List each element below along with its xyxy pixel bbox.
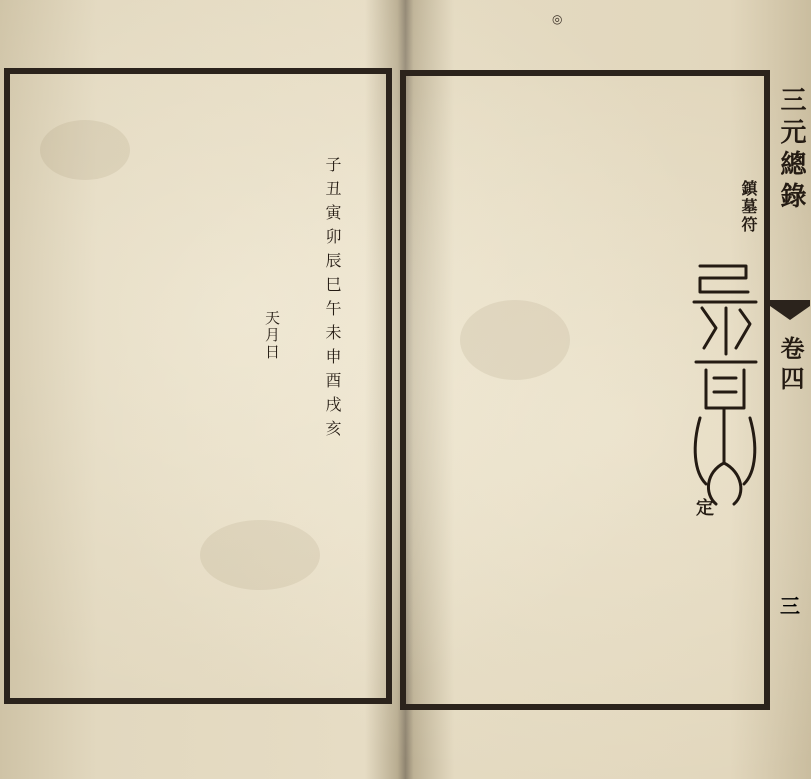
left-page	[0, 0, 400, 779]
folio-number: 三	[780, 594, 800, 618]
title-strip	[768, 70, 811, 702]
right-page	[400, 0, 811, 779]
right-text-columns	[412, 164, 682, 764]
right-text-panel	[400, 70, 770, 710]
talisman-title: 鎮墓符	[739, 180, 758, 234]
book-title: 三元總錄	[776, 86, 806, 214]
volume-label: 卷四	[776, 336, 805, 396]
fish-tail-mark-icon	[770, 300, 810, 322]
branch-heading: 子丑寅卯辰巳午未申酉戌亥	[323, 156, 342, 444]
heaven-month-day-heading: 天月日	[263, 310, 281, 361]
page-mark: ◎	[552, 12, 563, 26]
tomb-talisman	[686, 258, 766, 548]
left-text-panel	[4, 68, 392, 704]
talisman-character: 定	[696, 498, 714, 519]
left-text-columns	[16, 160, 316, 750]
